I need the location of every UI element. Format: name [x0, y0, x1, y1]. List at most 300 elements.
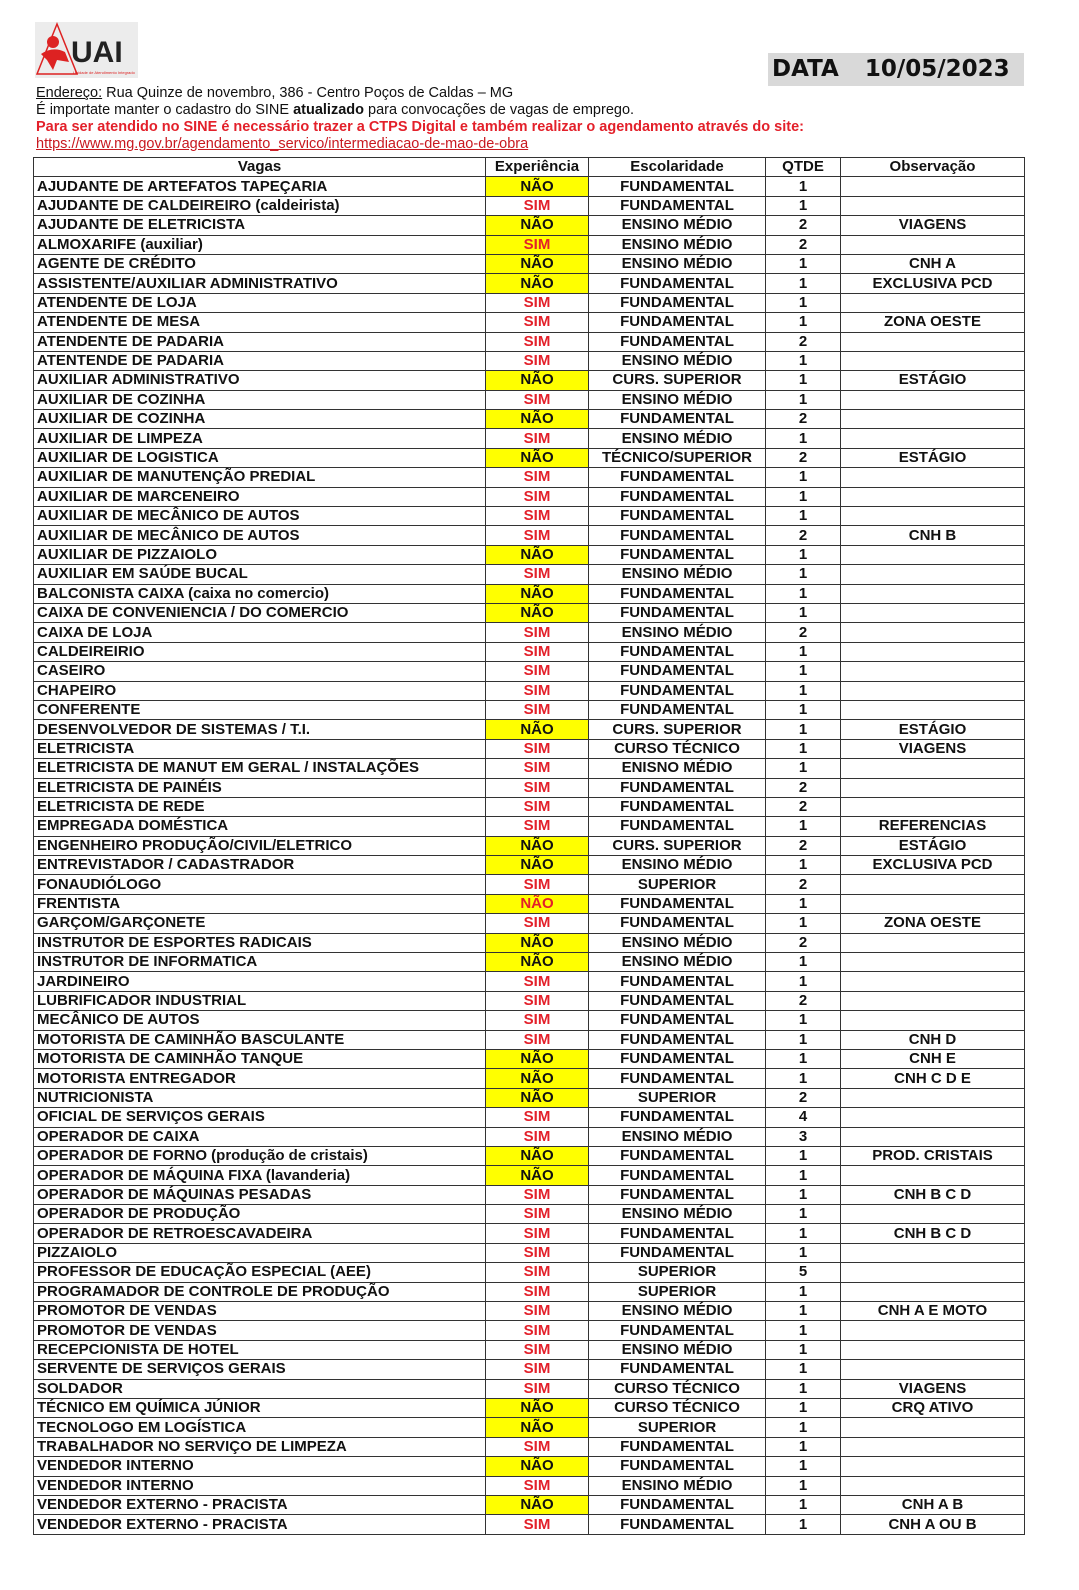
cell-observacao: [841, 177, 1025, 196]
table-row: [34, 817, 1025, 836]
cell-vaga: AUXILIAR DE MECÂNICO DE AUTOS: [34, 507, 486, 526]
cell-experiencia: SIM: [486, 235, 589, 254]
cell-escolaridade: FUNDAMENTAL: [589, 468, 766, 487]
cell-experiencia: NÃO: [486, 1166, 589, 1185]
table-row: [34, 1302, 1025, 1321]
table-row: [34, 933, 1025, 952]
cell-qtde: 1: [766, 1069, 841, 1088]
cell-observacao: [841, 1166, 1025, 1185]
table-row: [34, 293, 1025, 312]
cell-experiencia: SIM: [486, 662, 589, 681]
cell-vaga: ELETRICISTA: [34, 739, 486, 758]
cell-escolaridade: ENSINO MÉDIO: [589, 856, 766, 875]
cell-vaga: ELETRICISTA DE REDE: [34, 797, 486, 816]
table-row: [34, 681, 1025, 700]
cell-experiencia: SIM: [486, 390, 589, 409]
cell-qtde: 1: [766, 972, 841, 991]
cell-observacao: [841, 332, 1025, 351]
cell-observacao: EXCLUSIVA PCD: [841, 274, 1025, 293]
warning-line: Para ser atendido no SINE é necessário trazer a CTPS Digital e também realizar o agendamento através do site:: [36, 119, 804, 135]
cell-escolaridade: ENSINO MÉDIO: [589, 216, 766, 235]
cell-qtde: 1: [766, 1321, 841, 1340]
cell-qtde: 2: [766, 875, 841, 894]
table-row: [34, 1263, 1025, 1282]
cell-experiencia: NÃO: [486, 894, 589, 913]
address-value: Rua Quinze de novembro, 386 - Centro Poços de Caldas – MG: [102, 85, 514, 101]
table-row: [34, 313, 1025, 332]
table-row: [34, 991, 1025, 1010]
table-row: [34, 1088, 1025, 1107]
table-row: [34, 894, 1025, 913]
table-row: [34, 662, 1025, 681]
cell-qtde: 1: [766, 720, 841, 739]
cell-experiencia: NÃO: [486, 1069, 589, 1088]
cell-observacao: [841, 1282, 1025, 1301]
cell-escolaridade: FUNDAMENTAL: [589, 177, 766, 196]
cell-escolaridade: FUNDAMENTAL: [589, 1243, 766, 1262]
cell-vaga: AUXILIAR ADMINISTRATIVO: [34, 371, 486, 390]
cell-escolaridade: FUNDAMENTAL: [589, 681, 766, 700]
cell-experiencia: SIM: [486, 1185, 589, 1204]
cell-observacao: CRQ ATIVO: [841, 1399, 1025, 1418]
cell-vaga: PROGRAMADOR DE CONTROLE DE PRODUÇÃO: [34, 1282, 486, 1301]
cell-experiencia: NÃO: [486, 603, 589, 622]
cell-escolaridade: FUNDAMENTAL: [589, 1321, 766, 1340]
cell-observacao: CNH A E MOTO: [841, 1302, 1025, 1321]
cell-experiencia: SIM: [486, 429, 589, 448]
table-row: [34, 468, 1025, 487]
cell-vaga: INSTRUTOR DE INFORMATICA: [34, 953, 486, 972]
table-row: [34, 526, 1025, 545]
cell-escolaridade: TÉCNICO/SUPERIOR: [589, 448, 766, 467]
cell-escolaridade: FUNDAMENTAL: [589, 410, 766, 429]
cell-experiencia: SIM: [486, 1476, 589, 1495]
date-label: DATA: [772, 56, 839, 82]
cell-qtde: 1: [766, 1302, 841, 1321]
table-row: [34, 274, 1025, 293]
cell-qtde: 1: [766, 1282, 841, 1301]
cell-observacao: VIAGENS: [841, 216, 1025, 235]
cell-experiencia: NÃO: [486, 371, 589, 390]
cell-observacao: [841, 1321, 1025, 1340]
cell-qtde: 1: [766, 681, 841, 700]
cell-escolaridade: ENSINO MÉDIO: [589, 1340, 766, 1359]
table-row: [34, 623, 1025, 642]
cell-qtde: 1: [766, 371, 841, 390]
cell-escolaridade: FUNDAMENTAL: [589, 1224, 766, 1243]
cell-observacao: [841, 1127, 1025, 1146]
cell-vaga: ASSISTENTE/AUXILIAR ADMINISTRATIVO: [34, 274, 486, 293]
cell-observacao: ESTÁGIO: [841, 720, 1025, 739]
cell-escolaridade: FUNDAMENTAL: [589, 1069, 766, 1088]
cell-experiencia: SIM: [486, 487, 589, 506]
cell-vaga: ATENDENTE DE LOJA: [34, 293, 486, 312]
table-header-row: [34, 158, 1025, 177]
cell-observacao: CNH D: [841, 1030, 1025, 1049]
cell-vaga: AUXILIAR DE MECÂNICO DE AUTOS: [34, 526, 486, 545]
cell-escolaridade: ENISNO MÉDIO: [589, 759, 766, 778]
cell-qtde: 1: [766, 293, 841, 312]
table-row: [34, 875, 1025, 894]
svg-text:Unidade de Atendimento Integra: Unidade de Atendimento Integrado: [73, 70, 135, 75]
cell-experiencia: SIM: [486, 778, 589, 797]
cell-vaga: OPERADOR DE FORNO (produção de cristais): [34, 1146, 486, 1165]
table-row: [34, 1030, 1025, 1049]
cell-vaga: VENDEDOR INTERNO: [34, 1476, 486, 1495]
cell-qtde: 1: [766, 953, 841, 972]
cell-escolaridade: FUNDAMENTAL: [589, 487, 766, 506]
cell-qtde: 1: [766, 1049, 841, 1068]
cell-vaga: AUXILIAR EM SAÚDE BUCAL: [34, 565, 486, 584]
table-row: [34, 351, 1025, 370]
cell-qtde: 1: [766, 507, 841, 526]
cell-escolaridade: CURSO TÉCNICO: [589, 1399, 766, 1418]
cell-observacao: [841, 565, 1025, 584]
cell-experiencia: SIM: [486, 1437, 589, 1456]
cell-qtde: 1: [766, 1185, 841, 1204]
cell-vaga: AUXILIAR DE MANUTENÇÃO PREDIAL: [34, 468, 486, 487]
cell-qtde: 2: [766, 933, 841, 952]
cell-qtde: 2: [766, 1088, 841, 1107]
cell-escolaridade: FUNDAMENTAL: [589, 545, 766, 564]
cell-experiencia: NÃO: [486, 1495, 589, 1514]
cell-vaga: SOLDADOR: [34, 1379, 486, 1398]
cell-escolaridade: FUNDAMENTAL: [589, 1049, 766, 1068]
cell-experiencia: SIM: [486, 972, 589, 991]
notice-line: [36, 102, 804, 119]
cell-observacao: CNH C D E: [841, 1069, 1025, 1088]
table-row: [34, 448, 1025, 467]
date-value: 10/05/2023: [864, 56, 1010, 82]
cell-vaga: ATENDENTE DE MESA: [34, 313, 486, 332]
cell-observacao: [841, 1088, 1025, 1107]
cell-experiencia: SIM: [486, 1243, 589, 1262]
cell-vaga: TÉCNICO EM QUÍMICA JÚNIOR: [34, 1399, 486, 1418]
cell-observacao: [841, 778, 1025, 797]
table-row: [34, 797, 1025, 816]
cell-qtde: 1: [766, 274, 841, 293]
column-header-observacao: Observação: [841, 158, 1025, 177]
column-header-vagas: Vagas: [34, 158, 486, 177]
cell-experiencia: SIM: [486, 1263, 589, 1282]
cell-qtde: 1: [766, 468, 841, 487]
table-row: [34, 177, 1025, 196]
cell-vaga: PROMOTOR DE VENDAS: [34, 1302, 486, 1321]
cell-escolaridade: FUNDAMENTAL: [589, 700, 766, 719]
cell-escolaridade: FUNDAMENTAL: [589, 797, 766, 816]
cell-qtde: 1: [766, 856, 841, 875]
cell-experiencia: NÃO: [486, 1146, 589, 1165]
cell-experiencia: SIM: [486, 991, 589, 1010]
cell-qtde: 3: [766, 1127, 841, 1146]
cell-experiencia: NÃO: [486, 1049, 589, 1068]
cell-vaga: AUXILIAR DE MARCENEIRO: [34, 487, 486, 506]
svg-text:UAI: UAI: [71, 36, 123, 69]
cell-qtde: 1: [766, 1340, 841, 1359]
cell-qtde: 1: [766, 545, 841, 564]
cell-experiencia: SIM: [486, 1302, 589, 1321]
cell-qtde: 1: [766, 1205, 841, 1224]
cell-escolaridade: ENSINO MÉDIO: [589, 1205, 766, 1224]
cell-observacao: [841, 662, 1025, 681]
cell-observacao: [841, 1108, 1025, 1127]
cell-qtde: 2: [766, 448, 841, 467]
cell-experiencia: NÃO: [486, 1399, 589, 1418]
cell-observacao: CNH B C D: [841, 1224, 1025, 1243]
cell-observacao: [841, 1263, 1025, 1282]
cell-experiencia: SIM: [486, 1360, 589, 1379]
cell-experiencia: NÃO: [486, 856, 589, 875]
cell-observacao: [841, 797, 1025, 816]
cell-observacao: [841, 642, 1025, 661]
table-row: [34, 390, 1025, 409]
cell-escolaridade: FUNDAMENTAL: [589, 1437, 766, 1456]
cell-experiencia: SIM: [486, 914, 589, 933]
cell-observacao: [841, 894, 1025, 913]
cell-vaga: OPERADOR DE RETROESCAVADEIRA: [34, 1224, 486, 1243]
cell-observacao: [841, 681, 1025, 700]
cell-qtde: 2: [766, 526, 841, 545]
cell-experiencia: SIM: [486, 623, 589, 642]
cell-observacao: [841, 196, 1025, 215]
cell-qtde: 1: [766, 1243, 841, 1262]
cell-vaga: AUXILIAR DE LOGISTICA: [34, 448, 486, 467]
cell-qtde: 1: [766, 662, 841, 681]
table-row: [34, 332, 1025, 351]
table-row: [34, 1457, 1025, 1476]
cell-qtde: 1: [766, 351, 841, 370]
table-row: [34, 1011, 1025, 1030]
cell-experiencia: SIM: [486, 351, 589, 370]
cell-vaga: CHAPEIRO: [34, 681, 486, 700]
cell-observacao: [841, 390, 1025, 409]
cell-observacao: [841, 1011, 1025, 1030]
column-header-qtde: QTDE: [766, 158, 841, 177]
table-row: [34, 1321, 1025, 1340]
cell-escolaridade: FUNDAMENTAL: [589, 1515, 766, 1534]
cell-qtde: 2: [766, 216, 841, 235]
cell-qtde: 1: [766, 1418, 841, 1437]
cell-vaga: OPERADOR DE MÁQUINA FIXA (lavanderia): [34, 1166, 486, 1185]
cell-observacao: [841, 1340, 1025, 1359]
table-row: [34, 216, 1025, 235]
cell-vaga: ELETRICISTA DE PAINÉIS: [34, 778, 486, 797]
cell-experiencia: SIM: [486, 507, 589, 526]
table-row: [34, 1166, 1025, 1185]
table-row: [34, 759, 1025, 778]
cell-vaga: VENDEDOR INTERNO: [34, 1457, 486, 1476]
cell-experiencia: NÃO: [486, 720, 589, 739]
cell-qtde: 2: [766, 410, 841, 429]
notice-prefix: É importate manter o cadastro do SINE: [36, 102, 294, 118]
cell-escolaridade: FUNDAMENTAL: [589, 1146, 766, 1165]
cell-qtde: 1: [766, 759, 841, 778]
cell-vaga: GARÇOM/GARÇONETE: [34, 914, 486, 933]
cell-escolaridade: SUPERIOR: [589, 1282, 766, 1301]
cell-escolaridade: FUNDAMENTAL: [589, 1011, 766, 1030]
cell-qtde: 2: [766, 778, 841, 797]
cell-observacao: CNH A: [841, 254, 1025, 273]
cell-escolaridade: CURSO TÉCNICO: [589, 739, 766, 758]
header-info: [36, 85, 804, 153]
cell-escolaridade: ENSINO MÉDIO: [589, 565, 766, 584]
cell-observacao: ESTÁGIO: [841, 836, 1025, 855]
cell-qtde: 1: [766, 1476, 841, 1495]
cell-vaga: DESENVOLVEDOR DE SISTEMAS / T.I.: [34, 720, 486, 739]
cell-escolaridade: SUPERIOR: [589, 1263, 766, 1282]
cell-vaga: AJUDANTE DE ARTEFATOS TAPEÇARIA: [34, 177, 486, 196]
cell-vaga: CAIXA DE CONVENIENCIA / DO COMERCIO: [34, 603, 486, 622]
cell-observacao: ZONA OESTE: [841, 313, 1025, 332]
cell-observacao: [841, 429, 1025, 448]
cell-vaga: VENDEDOR EXTERNO - PRACISTA: [34, 1495, 486, 1514]
cell-experiencia: SIM: [486, 1282, 589, 1301]
cell-escolaridade: FUNDAMENTAL: [589, 1457, 766, 1476]
cell-qtde: 1: [766, 914, 841, 933]
cell-vaga: CASEIRO: [34, 662, 486, 681]
cell-experiencia: NÃO: [486, 274, 589, 293]
cell-qtde: 1: [766, 603, 841, 622]
cell-observacao: REFERENCIAS: [841, 817, 1025, 836]
cell-qtde: 2: [766, 235, 841, 254]
cell-escolaridade: FUNDAMENTAL: [589, 603, 766, 622]
cell-observacao: [841, 1243, 1025, 1262]
date-box: [768, 53, 1024, 86]
cell-observacao: PROD. CRISTAIS: [841, 1146, 1025, 1165]
cell-qtde: 1: [766, 390, 841, 409]
cell-observacao: [841, 410, 1025, 429]
cell-qtde: 1: [766, 429, 841, 448]
notice-suffix: para convocações de vagas de emprego.: [364, 102, 635, 118]
cell-experiencia: SIM: [486, 681, 589, 700]
cell-qtde: 1: [766, 313, 841, 332]
cell-observacao: [841, 584, 1025, 603]
cell-experiencia: SIM: [486, 797, 589, 816]
cell-observacao: ZONA OESTE: [841, 914, 1025, 933]
cell-qtde: 2: [766, 797, 841, 816]
cell-experiencia: NÃO: [486, 933, 589, 952]
cell-observacao: [841, 1205, 1025, 1224]
table-row: [34, 487, 1025, 506]
cell-vaga: OPERADOR DE MÁQUINAS PESADAS: [34, 1185, 486, 1204]
cell-experiencia: NÃO: [486, 953, 589, 972]
cell-observacao: CNH B: [841, 526, 1025, 545]
cell-observacao: [841, 351, 1025, 370]
cell-observacao: [841, 1437, 1025, 1456]
table-row: [34, 1108, 1025, 1127]
table-row: [34, 1282, 1025, 1301]
cell-escolaridade: ENSINO MÉDIO: [589, 390, 766, 409]
address-label: Endereço:: [36, 85, 103, 101]
table-row: [34, 720, 1025, 739]
cell-escolaridade: FUNDAMENTAL: [589, 894, 766, 913]
cell-qtde: 1: [766, 1495, 841, 1514]
cell-observacao: [841, 507, 1025, 526]
cell-vaga: FONAUDIÓLOGO: [34, 875, 486, 894]
cell-vaga: MOTORISTA DE CAMINHÃO BASCULANTE: [34, 1030, 486, 1049]
table-row: [34, 1515, 1025, 1534]
cell-escolaridade: ENSINO MÉDIO: [589, 1302, 766, 1321]
cell-escolaridade: ENSINO MÉDIO: [589, 429, 766, 448]
cell-experiencia: SIM: [486, 468, 589, 487]
cell-observacao: CNH A OU B: [841, 1515, 1025, 1534]
table-row: [34, 1340, 1025, 1359]
cell-vaga: ELETRICISTA DE MANUT EM GERAL / INSTALAÇÕES: [34, 759, 486, 778]
cell-vaga: AUXILIAR DE PIZZAIOLO: [34, 545, 486, 564]
cell-escolaridade: FUNDAMENTAL: [589, 507, 766, 526]
table-row: [34, 1243, 1025, 1262]
table-row: [34, 972, 1025, 991]
cell-escolaridade: ENSINO MÉDIO: [589, 254, 766, 273]
cell-escolaridade: ENSINO MÉDIO: [589, 351, 766, 370]
cell-escolaridade: ENSINO MÉDIO: [589, 1127, 766, 1146]
cell-vaga: TECNOLOGO EM LOGÍSTICA: [34, 1418, 486, 1437]
table-row: [34, 856, 1025, 875]
table-row: [34, 739, 1025, 758]
table-row: [34, 235, 1025, 254]
table-row: [34, 642, 1025, 661]
cell-escolaridade: FUNDAMENTAL: [589, 196, 766, 215]
cell-escolaridade: FUNDAMENTAL: [589, 332, 766, 351]
table-row: [34, 1146, 1025, 1165]
cell-qtde: 1: [766, 196, 841, 215]
cell-vaga: AUXILIAR DE COZINHA: [34, 410, 486, 429]
cell-qtde: 1: [766, 177, 841, 196]
cell-escolaridade: ENSINO MÉDIO: [589, 623, 766, 642]
cell-escolaridade: FUNDAMENTAL: [589, 1495, 766, 1514]
cell-experiencia: NÃO: [486, 1418, 589, 1437]
cell-vaga: FRENTISTA: [34, 894, 486, 913]
cell-vaga: ATENDENTE DE PADARIA: [34, 332, 486, 351]
cell-vaga: LUBRIFICADOR INDUSTRIAL: [34, 991, 486, 1010]
cell-escolaridade: FUNDAMENTAL: [589, 313, 766, 332]
table-row: [34, 700, 1025, 719]
cell-vaga: CONFERENTE: [34, 700, 486, 719]
cell-experiencia: SIM: [486, 313, 589, 332]
scheduling-link[interactable]: https://www.mg.gov.br/agendamento_servico/intermediacao-de-mao-de-obra: [36, 136, 529, 152]
table-row: [34, 1049, 1025, 1068]
cell-escolaridade: FUNDAMENTAL: [589, 914, 766, 933]
cell-qtde: 5: [766, 1263, 841, 1282]
cell-experiencia: SIM: [486, 1340, 589, 1359]
cell-vaga: ENTREVISTADOR / CADASTRADOR: [34, 856, 486, 875]
cell-vaga: OPERADOR DE CAIXA: [34, 1127, 486, 1146]
cell-qtde: 1: [766, 1379, 841, 1398]
cell-experiencia: SIM: [486, 739, 589, 758]
table-row: [34, 1069, 1025, 1088]
cell-observacao: [841, 875, 1025, 894]
cell-escolaridade: FUNDAMENTAL: [589, 642, 766, 661]
cell-vaga: AUXILIAR DE COZINHA: [34, 390, 486, 409]
cell-experiencia: SIM: [486, 1205, 589, 1224]
cell-escolaridade: FUNDAMENTAL: [589, 991, 766, 1010]
table-row: [34, 1185, 1025, 1204]
cell-vaga: BALCONISTA CAIXA (caixa no comercio): [34, 584, 486, 603]
table-row: [34, 1399, 1025, 1418]
cell-escolaridade: SUPERIOR: [589, 1088, 766, 1107]
cell-observacao: [841, 545, 1025, 564]
cell-observacao: ESTÁGIO: [841, 448, 1025, 467]
cell-vaga: AUXILIAR DE LIMPEZA: [34, 429, 486, 448]
cell-experiencia: NÃO: [486, 836, 589, 855]
cell-observacao: [841, 953, 1025, 972]
table-row: [34, 507, 1025, 526]
cell-vaga: PIZZAIOLO: [34, 1243, 486, 1262]
cell-observacao: [841, 1360, 1025, 1379]
cell-escolaridade: ENSINO MÉDIO: [589, 953, 766, 972]
cell-escolaridade: FUNDAMENTAL: [589, 526, 766, 545]
cell-qtde: 1: [766, 1011, 841, 1030]
